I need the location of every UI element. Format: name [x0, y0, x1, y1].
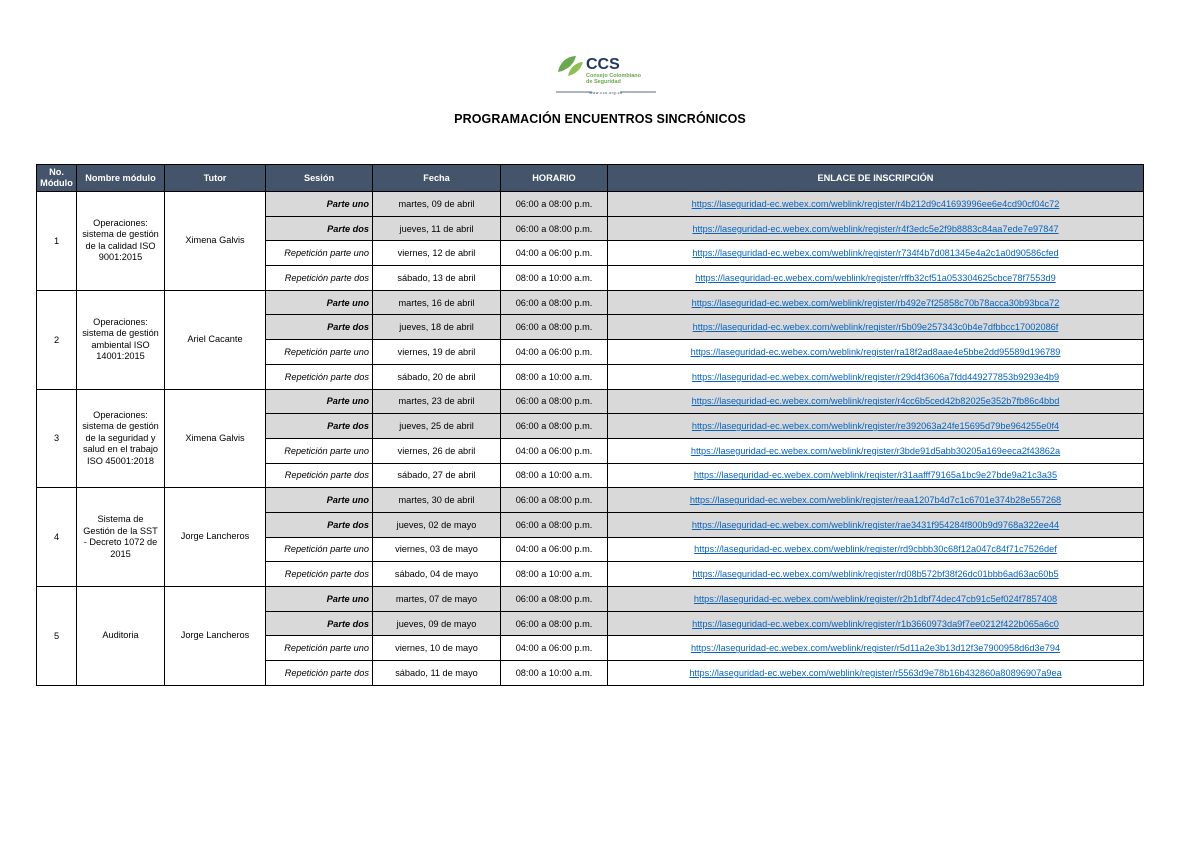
registration-link-cell [608, 512, 1144, 537]
session-label: Repetición parte uno [266, 537, 373, 562]
header-link: ENLACE DE INSCRIPCIÓN [608, 165, 1144, 192]
session-label: Repetición parte uno [266, 340, 373, 365]
registration-link[interactable]: https://laseguridad-ec.webex.com/weblink/register/rae3431f954284f800b9d9768a322ee44 [691, 519, 1060, 530]
registration-link-cell [608, 537, 1144, 562]
session-date: viernes, 03 de mayo [373, 537, 501, 562]
registration-link-cell [608, 587, 1144, 612]
header-session: Sesión [266, 165, 373, 192]
registration-link[interactable]: https://laseguridad-ec.webex.com/weblink/register/ra18f2ad8aae4e5bbe2dd95589d196789 [690, 346, 1061, 357]
session-time: 06:00 a 08:00 p.m. [501, 414, 608, 439]
table-row [37, 290, 1144, 315]
session-time: 04:00 a 06:00 p.m. [501, 636, 608, 661]
session-label: Parte dos [266, 315, 373, 340]
registration-link[interactable]: https://laseguridad-ec.webex.com/weblink/register/r2b1dbf74dec47cb91c5ef024f7857408 [693, 593, 1058, 604]
session-date: jueves, 11 de abril [373, 216, 501, 241]
registration-link-cell [608, 290, 1144, 315]
session-time: 06:00 a 08:00 p.m. [501, 290, 608, 315]
session-date: viernes, 10 de mayo [373, 636, 501, 661]
table-row [37, 587, 1144, 612]
registration-link[interactable]: https://laseguridad-ec.webex.com/weblink/register/rd08b572bf38f26dc01bbb6ad63ac60b5 [692, 569, 1059, 580]
registration-link[interactable]: https://laseguridad-ec.webex.com/weblink/register/r31aafff79165a1bc9e27bde9a21c3a35 [693, 470, 1058, 481]
session-label: Repetición parte dos [266, 364, 373, 389]
session-label: Repetición parte uno [266, 241, 373, 266]
registration-link[interactable]: https://laseguridad-ec.webex.com/weblink/register/rffb32cf51a053304625cbce78f7553d9 [695, 272, 1056, 283]
session-time: 08:00 a 10:00 a.m. [501, 266, 608, 291]
module-number: 2 [37, 290, 77, 389]
registration-link[interactable]: https://laseguridad-ec.webex.com/weblink/register/r5b09e257343c0b4e7dfbbcc17002086f [692, 322, 1059, 333]
session-date: sábado, 11 de mayo [373, 661, 501, 686]
module-name: Auditoria [77, 587, 165, 686]
session-date: sábado, 13 de abril [373, 266, 501, 291]
session-date: viernes, 26 de abril [373, 438, 501, 463]
schedule-table [36, 164, 1144, 686]
header-schedule: HORARIO [501, 165, 608, 192]
session-time: 06:00 a 08:00 p.m. [501, 192, 608, 217]
module-tutor: Jorge Lancheros [165, 488, 266, 587]
logo-org-line1: Consejo Colombiano [586, 73, 641, 79]
leaf-icon [558, 56, 583, 76]
session-date: jueves, 25 de abril [373, 414, 501, 439]
session-time: 06:00 a 08:00 p.m. [501, 611, 608, 636]
session-time: 06:00 a 08:00 p.m. [501, 315, 608, 340]
session-time: 08:00 a 10:00 a.m. [501, 562, 608, 587]
logo-org-line2: de Seguridad [586, 79, 621, 85]
registration-link[interactable]: https://laseguridad-ec.webex.com/weblink/register/re392063a24fe15695d79be964255e0f4 [691, 421, 1060, 432]
registration-link-cell [608, 216, 1144, 241]
table-row [37, 488, 1144, 513]
session-date: viernes, 12 de abril [373, 241, 501, 266]
session-label: Parte uno [266, 290, 373, 315]
registration-link[interactable]: https://laseguridad-ec.webex.com/weblink/register/r4f3edc5e2f9b8883c84aa7ede7e97847 [692, 223, 1059, 234]
module-tutor: Ximena Galvis [165, 192, 266, 291]
session-time: 06:00 a 08:00 p.m. [501, 587, 608, 612]
session-label: Parte uno [266, 488, 373, 513]
session-date: martes, 16 de abril [373, 290, 501, 315]
registration-link[interactable]: https://laseguridad-ec.webex.com/weblink/register/r1b3660973da9f7ee0212f422b065a6c0 [692, 618, 1059, 629]
session-date: martes, 30 de abril [373, 488, 501, 513]
module-number: 4 [37, 488, 77, 587]
registration-link-cell [608, 463, 1144, 488]
session-label: Parte dos [266, 512, 373, 537]
session-label: Parte dos [266, 216, 373, 241]
registration-link-cell [608, 661, 1144, 686]
module-tutor: Ariel Cacante [165, 290, 266, 389]
module-name: Sistema de Gestión de la SST - Decreto 1072 de 2015 [77, 488, 165, 587]
session-label: Repetición parte uno [266, 636, 373, 661]
session-label: Parte dos [266, 611, 373, 636]
logo-brand: CCS [586, 56, 620, 73]
registration-link-cell [608, 611, 1144, 636]
registration-link[interactable]: https://laseguridad-ec.webex.com/weblink/register/reaa1207b4d7c1c6701e374b28e557268 [689, 495, 1062, 506]
registration-link-cell [608, 389, 1144, 414]
session-label: Repetición parte dos [266, 463, 373, 488]
module-tutor: Ximena Galvis [165, 389, 266, 488]
registration-link-cell [608, 340, 1144, 365]
session-time: 08:00 a 10:00 a.m. [501, 463, 608, 488]
registration-link[interactable]: https://laseguridad-ec.webex.com/weblink/register/r4b212d9c41693996ee6e4cd90cf04c72 [691, 198, 1060, 209]
header-date: Fecha [373, 165, 501, 192]
module-number: 3 [37, 389, 77, 488]
session-time: 04:00 a 06:00 p.m. [501, 340, 608, 365]
registration-link-cell [608, 562, 1144, 587]
session-date: martes, 09 de abril [373, 192, 501, 217]
session-date: jueves, 18 de abril [373, 315, 501, 340]
module-number: 1 [37, 192, 77, 291]
session-label: Parte dos [266, 414, 373, 439]
session-time: 04:00 a 06:00 p.m. [501, 241, 608, 266]
logo-website: www.ccs.org.co [589, 91, 623, 95]
header-tutor: Tutor [165, 165, 266, 192]
header-module: Nombre módulo [77, 165, 165, 192]
registration-link[interactable]: https://laseguridad-ec.webex.com/weblink/register/rb492e7f25858c70b78acca30b93bca72 [691, 297, 1060, 308]
registration-link[interactable]: https://laseguridad-ec.webex.com/weblink/register/r5d11a2e3b13d12f3e7900958d6d3e794 [690, 643, 1061, 654]
page-title: PROGRAMACIÓN ENCUENTROS SINCRÓNICOS [454, 112, 746, 126]
session-time: 06:00 a 08:00 p.m. [501, 512, 608, 537]
registration-link-cell [608, 241, 1144, 266]
module-name: Operaciones: sistema de gestión de la calidad ISO 9001:2015 [77, 192, 165, 291]
session-label: Repetición parte dos [266, 661, 373, 686]
session-date: jueves, 02 de mayo [373, 512, 501, 537]
module-tutor: Jorge Lancheros [165, 587, 266, 686]
registration-link-cell [608, 636, 1144, 661]
session-label: Parte uno [266, 587, 373, 612]
session-label: Parte uno [266, 192, 373, 217]
registration-link-cell [608, 414, 1144, 439]
registration-link-cell [608, 192, 1144, 217]
session-label: Repetición parte dos [266, 266, 373, 291]
registration-link-cell [608, 315, 1144, 340]
session-time: 06:00 a 08:00 p.m. [501, 488, 608, 513]
registration-link[interactable]: https://laseguridad-ec.webex.com/weblink/register/r3bde91d5abb30205a169eeca2f43862a [690, 445, 1061, 456]
registration-link[interactable]: https://laseguridad-ec.webex.com/weblink/register/r734f4b7d081345e4a2c1a0d90586cfed [692, 248, 1059, 259]
module-name: Operaciones: sistema de gestión de la seguridad y salud en el trabajo ISO 45001:2018 [77, 389, 165, 488]
module-name: Operaciones: sistema de gestión ambiental ISO 14001:2015 [77, 290, 165, 389]
session-date: martes, 07 de mayo [373, 587, 501, 612]
registration-link[interactable]: https://laseguridad-ec.webex.com/weblink/register/r29d4f3606a7fdd449277853b9293e4b9 [691, 371, 1060, 382]
session-time: 04:00 a 06:00 p.m. [501, 537, 608, 562]
table-row [37, 192, 1144, 217]
session-label: Parte uno [266, 389, 373, 414]
module-number: 5 [37, 587, 77, 686]
session-date: sábado, 20 de abril [373, 364, 501, 389]
session-label: Repetición parte dos [266, 562, 373, 587]
session-time: 08:00 a 10:00 a.m. [501, 364, 608, 389]
session-time: 04:00 a 06:00 p.m. [501, 438, 608, 463]
registration-link-cell [608, 438, 1144, 463]
session-time: 06:00 a 08:00 p.m. [501, 216, 608, 241]
session-date: jueves, 09 de mayo [373, 611, 501, 636]
registration-link[interactable]: https://laseguridad-ec.webex.com/weblink/register/r5563d9e78b16b432860a80896907a9ea [689, 667, 1062, 678]
table-header-row [37, 165, 1144, 192]
registration-link-cell [608, 364, 1144, 389]
ccs-logo [556, 50, 656, 100]
header-no: No. Módulo [37, 165, 77, 192]
session-label: Repetición parte uno [266, 438, 373, 463]
session-date: viernes, 19 de abril [373, 340, 501, 365]
session-date: sábado, 27 de abril [373, 463, 501, 488]
session-date: sábado, 04 de mayo [373, 562, 501, 587]
registration-link[interactable]: https://laseguridad-ec.webex.com/weblink/register/rd9cbbb30c68f12a047c84f71c7526def [694, 544, 1057, 555]
table-row [37, 389, 1144, 414]
registration-link-cell [608, 266, 1144, 291]
session-time: 08:00 a 10:00 a.m. [501, 661, 608, 686]
registration-link[interactable]: https://laseguridad-ec.webex.com/weblink/register/r4cc6b5ced42b82025e352b7fb86c4bbd [691, 396, 1060, 407]
session-time: 06:00 a 08:00 p.m. [501, 389, 608, 414]
session-date: martes, 23 de abril [373, 389, 501, 414]
registration-link-cell [608, 488, 1144, 513]
